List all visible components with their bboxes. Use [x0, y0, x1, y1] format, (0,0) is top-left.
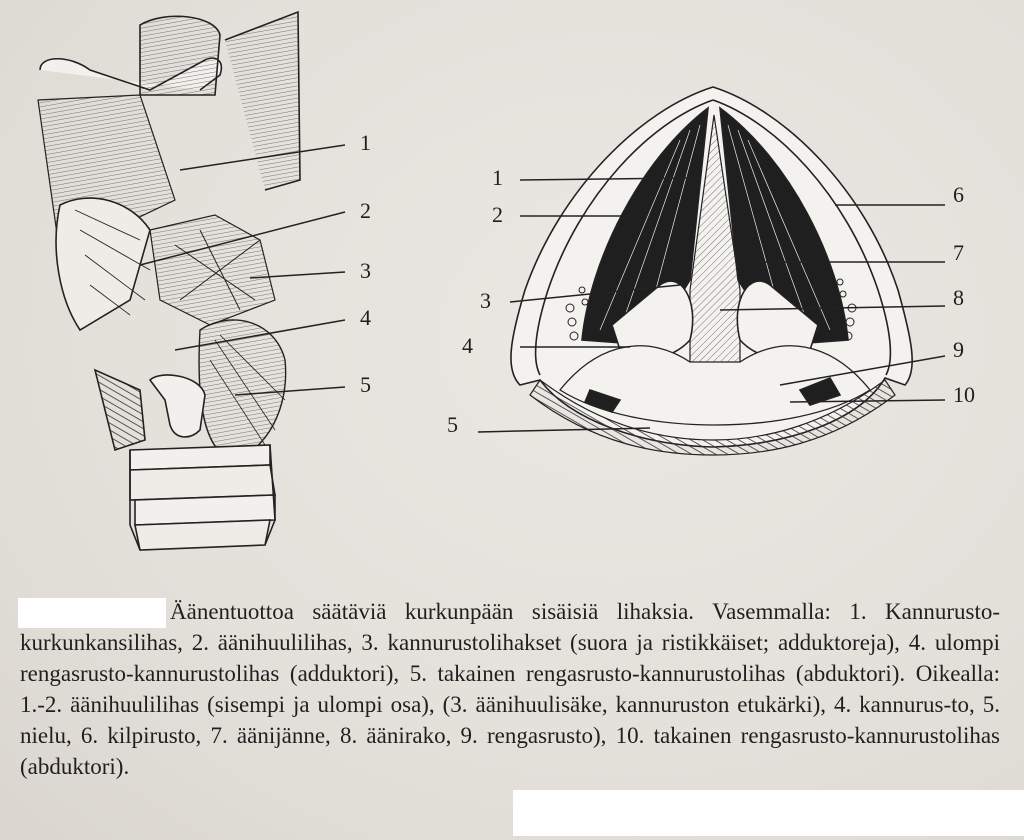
right-label-4: 4 — [462, 333, 473, 358]
right-crosssection-drawing — [511, 87, 912, 455]
right-label-2: 2 — [492, 202, 503, 227]
left-label-3: 3 — [360, 258, 371, 283]
left-labels — [360, 130, 371, 397]
right-label-3: 3 — [480, 288, 491, 313]
left-larynx-drawing — [38, 12, 300, 550]
redaction-box-bottom — [513, 790, 1024, 836]
right-label-8: 8 — [953, 285, 964, 310]
right-label-7: 7 — [953, 240, 964, 265]
left-label-1: 1 — [360, 130, 371, 155]
right-label-10: 10 — [953, 382, 975, 407]
right-label-5: 5 — [447, 412, 458, 437]
right-label-1: 1 — [492, 165, 503, 190]
left-label-4: 4 — [360, 305, 371, 330]
right-label-9: 9 — [953, 337, 964, 362]
caption-text: Äänentuottoa säätäviä kurkunpään sisäisiä lihaksia. Vasemmalla: 1. Kannurusto-kurkunkansilihas, 2. äänihuulilihas, 3. kannurustolihakset (suora ja ristikkäiset; adduktoreja), 4. ulompi rengasrusto-kannurustolihas (adduktori), 5. takainen rengasrusto-kannurustolihas (abduktori). Oikealla: 1.-2. äänihuulilihas (sisempi ja ulompi osa), (3. äänihuulisäke, kannuruston etukärki), 4. kannurus-to, 5. nielu, 6. kilpirusto, 7. äänijänne, 8. äänirako, 9. rengasrusto), 10. takainen rengasrusto-kannurustolihas (abduktori). — [20, 599, 1000, 779]
left-label-2: 2 — [360, 198, 371, 223]
right-label-6: 6 — [953, 182, 964, 207]
figure-caption — [20, 596, 1000, 782]
left-label-5: 5 — [360, 372, 371, 397]
